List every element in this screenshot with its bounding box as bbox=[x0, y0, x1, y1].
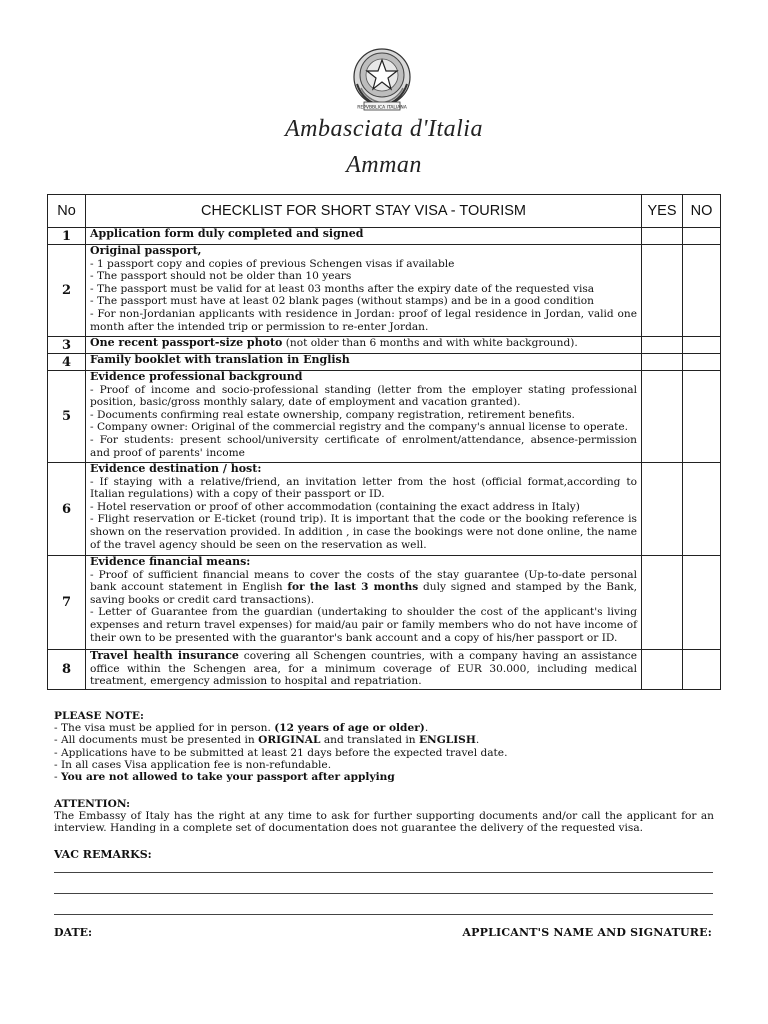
row-heading: Application form duly completed and signed bbox=[90, 227, 364, 240]
note-text: . bbox=[475, 734, 480, 747]
note-emphasis: ENGLISH bbox=[418, 734, 476, 747]
row-item bbox=[90, 569, 637, 607]
row-item: - The passport must have at least 02 blank pages (without stamps) and be in a good condition bbox=[90, 295, 594, 308]
embassy-name: Ambasciata d'Italia bbox=[285, 116, 483, 142]
table-row bbox=[48, 354, 721, 371]
note-item: - In all cases Visa application fee is non-refundable. bbox=[54, 758, 332, 771]
table-row bbox=[48, 228, 721, 245]
no-checkbox-cell[interactable] bbox=[683, 556, 721, 650]
row-description bbox=[86, 556, 642, 650]
note-text: - All documents must be presented in bbox=[54, 734, 259, 747]
col-header-no2: NO bbox=[683, 195, 721, 228]
col-header-no: No bbox=[48, 195, 86, 228]
row-number: 4 bbox=[48, 354, 86, 371]
note-text: - bbox=[54, 771, 61, 784]
table-row bbox=[48, 650, 721, 690]
note-item bbox=[54, 734, 714, 746]
row-detail: covering all Schengen countries, with a company having an assistance office within the Schengen area, for a minimum coverage of EUR 30.000, including medical treatment, emergency admission to hospital and repatriation. bbox=[90, 650, 637, 688]
row-number: 2 bbox=[48, 245, 86, 337]
attention-text: The Embassy of Italy has the right at any time to ask for further supporting documents and/or call the applicant for an interview. Handing in a complete set of documentation does not guarantee the delivery of the requested visa. bbox=[54, 810, 714, 835]
signature-label: APPLICANT'S NAME AND SIGNATURE: bbox=[462, 926, 712, 939]
please-note-title: PLEASE NOTE: bbox=[54, 710, 144, 722]
yes-checkbox-cell[interactable] bbox=[642, 245, 683, 337]
row-item-text: - Proof of sufficient financial means to cover the costs of the stay guarantee (Up-to-date personal bank account statement in English bbox=[90, 568, 637, 594]
row-description bbox=[86, 650, 642, 690]
svg-text:REPVBBLICA ITALIANA: REPVBBLICA ITALIANA bbox=[357, 105, 407, 111]
no-checkbox-cell[interactable] bbox=[683, 228, 721, 245]
yes-checkbox-cell[interactable] bbox=[642, 463, 683, 556]
row-detail: (not older than 6 months and with white background). bbox=[282, 337, 578, 349]
yes-checkbox-cell[interactable] bbox=[642, 354, 683, 371]
remarks-line[interactable] bbox=[54, 914, 713, 915]
row-number: 8 bbox=[48, 650, 86, 690]
yes-checkbox-cell[interactable] bbox=[642, 228, 683, 245]
no-checkbox-cell[interactable] bbox=[683, 245, 721, 337]
table-row bbox=[48, 337, 721, 354]
table-row bbox=[48, 371, 721, 463]
row-number: 1 bbox=[48, 228, 86, 245]
attention-section bbox=[54, 798, 714, 835]
row-item: - Documents confirming real estate ownership, company registration, retirement benefits. bbox=[90, 408, 575, 421]
yes-checkbox-cell[interactable] bbox=[642, 556, 683, 650]
row-item-text: duly signed and stamped by the Bank, saving books or credit card transactions). bbox=[90, 581, 638, 606]
row-item: - Proof of income and socio-professional standing (letter from the employer stating professional position, basic/gross monthly salary, date of employment and vacation granted). bbox=[90, 383, 637, 409]
row-item-emphasis: for the last 3 months bbox=[287, 581, 419, 594]
row-description bbox=[86, 245, 642, 337]
no-checkbox-cell[interactable] bbox=[683, 463, 721, 556]
note-text: - The visa must be applied for in person. bbox=[54, 722, 275, 735]
row-heading: Evidence financial means: bbox=[90, 555, 251, 568]
yes-checkbox-cell[interactable] bbox=[642, 337, 683, 354]
no-checkbox-cell[interactable] bbox=[683, 650, 721, 690]
note-text: . bbox=[424, 722, 429, 735]
note-item: - Applications have to be submitted at least 21 days before the expected travel date. bbox=[54, 746, 508, 759]
date-label: DATE: bbox=[54, 926, 93, 939]
col-header-yes: YES bbox=[642, 195, 683, 228]
please-note-section bbox=[54, 710, 714, 783]
vac-remarks-label: VAC REMARKS: bbox=[54, 848, 152, 861]
row-item: - Flight reservation or E-ticket (round trip). It is important that the code or the booking reference is shown on the reservation provided. In addition , in case the bookings were not done online, the name of the travel agency should be seen on the reservation as well. bbox=[90, 513, 637, 551]
table-row bbox=[48, 245, 721, 337]
row-item: - Letter of Guarantee from the guardian (undertaking to shoulder the cost of the applicant's living expenses and return travel expenses) for maid/au pair or family members who do not have income of their own to be presented with the guarantor's bank account and a copy of his/her passport or ID. bbox=[90, 606, 637, 644]
no-checkbox-cell[interactable] bbox=[683, 354, 721, 371]
row-heading: Evidence professional background bbox=[90, 370, 303, 383]
row-description bbox=[86, 228, 642, 245]
row-description bbox=[86, 463, 642, 556]
row-description bbox=[86, 337, 642, 354]
checklist-table bbox=[47, 194, 721, 690]
table-row bbox=[48, 556, 721, 650]
row-heading: Family booklet with translation in English bbox=[90, 353, 350, 366]
row-item: - If staying with a relative/friend, an invitation letter from the host (official format,according to Italian regulations) with a copy of their passport or ID. bbox=[90, 475, 637, 501]
no-checkbox-cell[interactable] bbox=[683, 337, 721, 354]
row-item: - Company owner: Original of the commercial registry and the company's annual license to operate. bbox=[90, 421, 629, 434]
note-emphasis: ORIGINAL bbox=[258, 734, 321, 747]
embassy-city: Amman bbox=[346, 152, 422, 178]
no-checkbox-cell[interactable] bbox=[683, 371, 721, 463]
row-item: - The passport should not be older than 10 years bbox=[90, 270, 352, 283]
yes-checkbox-cell[interactable] bbox=[642, 650, 683, 690]
note-emphasis: You are not allowed to take your passport after applying bbox=[60, 771, 395, 784]
note-text: and translated in bbox=[320, 734, 419, 747]
remarks-line[interactable] bbox=[54, 893, 713, 894]
yes-checkbox-cell[interactable] bbox=[642, 371, 683, 463]
table-header-row bbox=[48, 195, 721, 228]
table-row bbox=[48, 463, 721, 556]
row-item: - For non-Jordanian applicants with residence in Jordan: proof of legal residence in Jordan, valid one month after the intended trip or permission to re-enter Jordan. bbox=[90, 307, 637, 333]
attention-title: ATTENTION: bbox=[54, 798, 131, 810]
remarks-line[interactable] bbox=[54, 872, 713, 873]
row-heading: Evidence destination / host: bbox=[90, 462, 262, 475]
row-number: 7 bbox=[48, 556, 86, 650]
row-item: - For students: present school/university certificate of enrolment/attendance, absence-permission and proof of parents' income bbox=[90, 433, 637, 459]
col-header-title: CHECKLIST FOR SHORT STAY VISA - TOURISM bbox=[86, 195, 642, 228]
row-number: 3 bbox=[48, 337, 86, 354]
row-heading: Travel health insurance bbox=[90, 649, 239, 662]
note-emphasis: (12 years of age or older) bbox=[274, 722, 425, 735]
row-item: - Hotel reservation or proof of other accommodation (containing the exact address in Italy) bbox=[90, 500, 580, 513]
row-heading: Original passport, bbox=[90, 244, 202, 257]
row-item: - The passport must be valid for at least 03 months after the expiry date of the requested visa bbox=[90, 282, 595, 295]
note-item bbox=[54, 722, 714, 734]
row-description bbox=[86, 354, 642, 371]
note-item bbox=[54, 771, 714, 783]
row-number: 6 bbox=[48, 463, 86, 556]
row-item: - 1 passport copy and copies of previous Schengen visas if available bbox=[90, 257, 455, 270]
row-description bbox=[86, 371, 642, 463]
italian-republic-emblem-icon bbox=[349, 44, 415, 114]
row-heading: One recent passport-size photo bbox=[90, 336, 283, 349]
row-number: 5 bbox=[48, 371, 86, 463]
